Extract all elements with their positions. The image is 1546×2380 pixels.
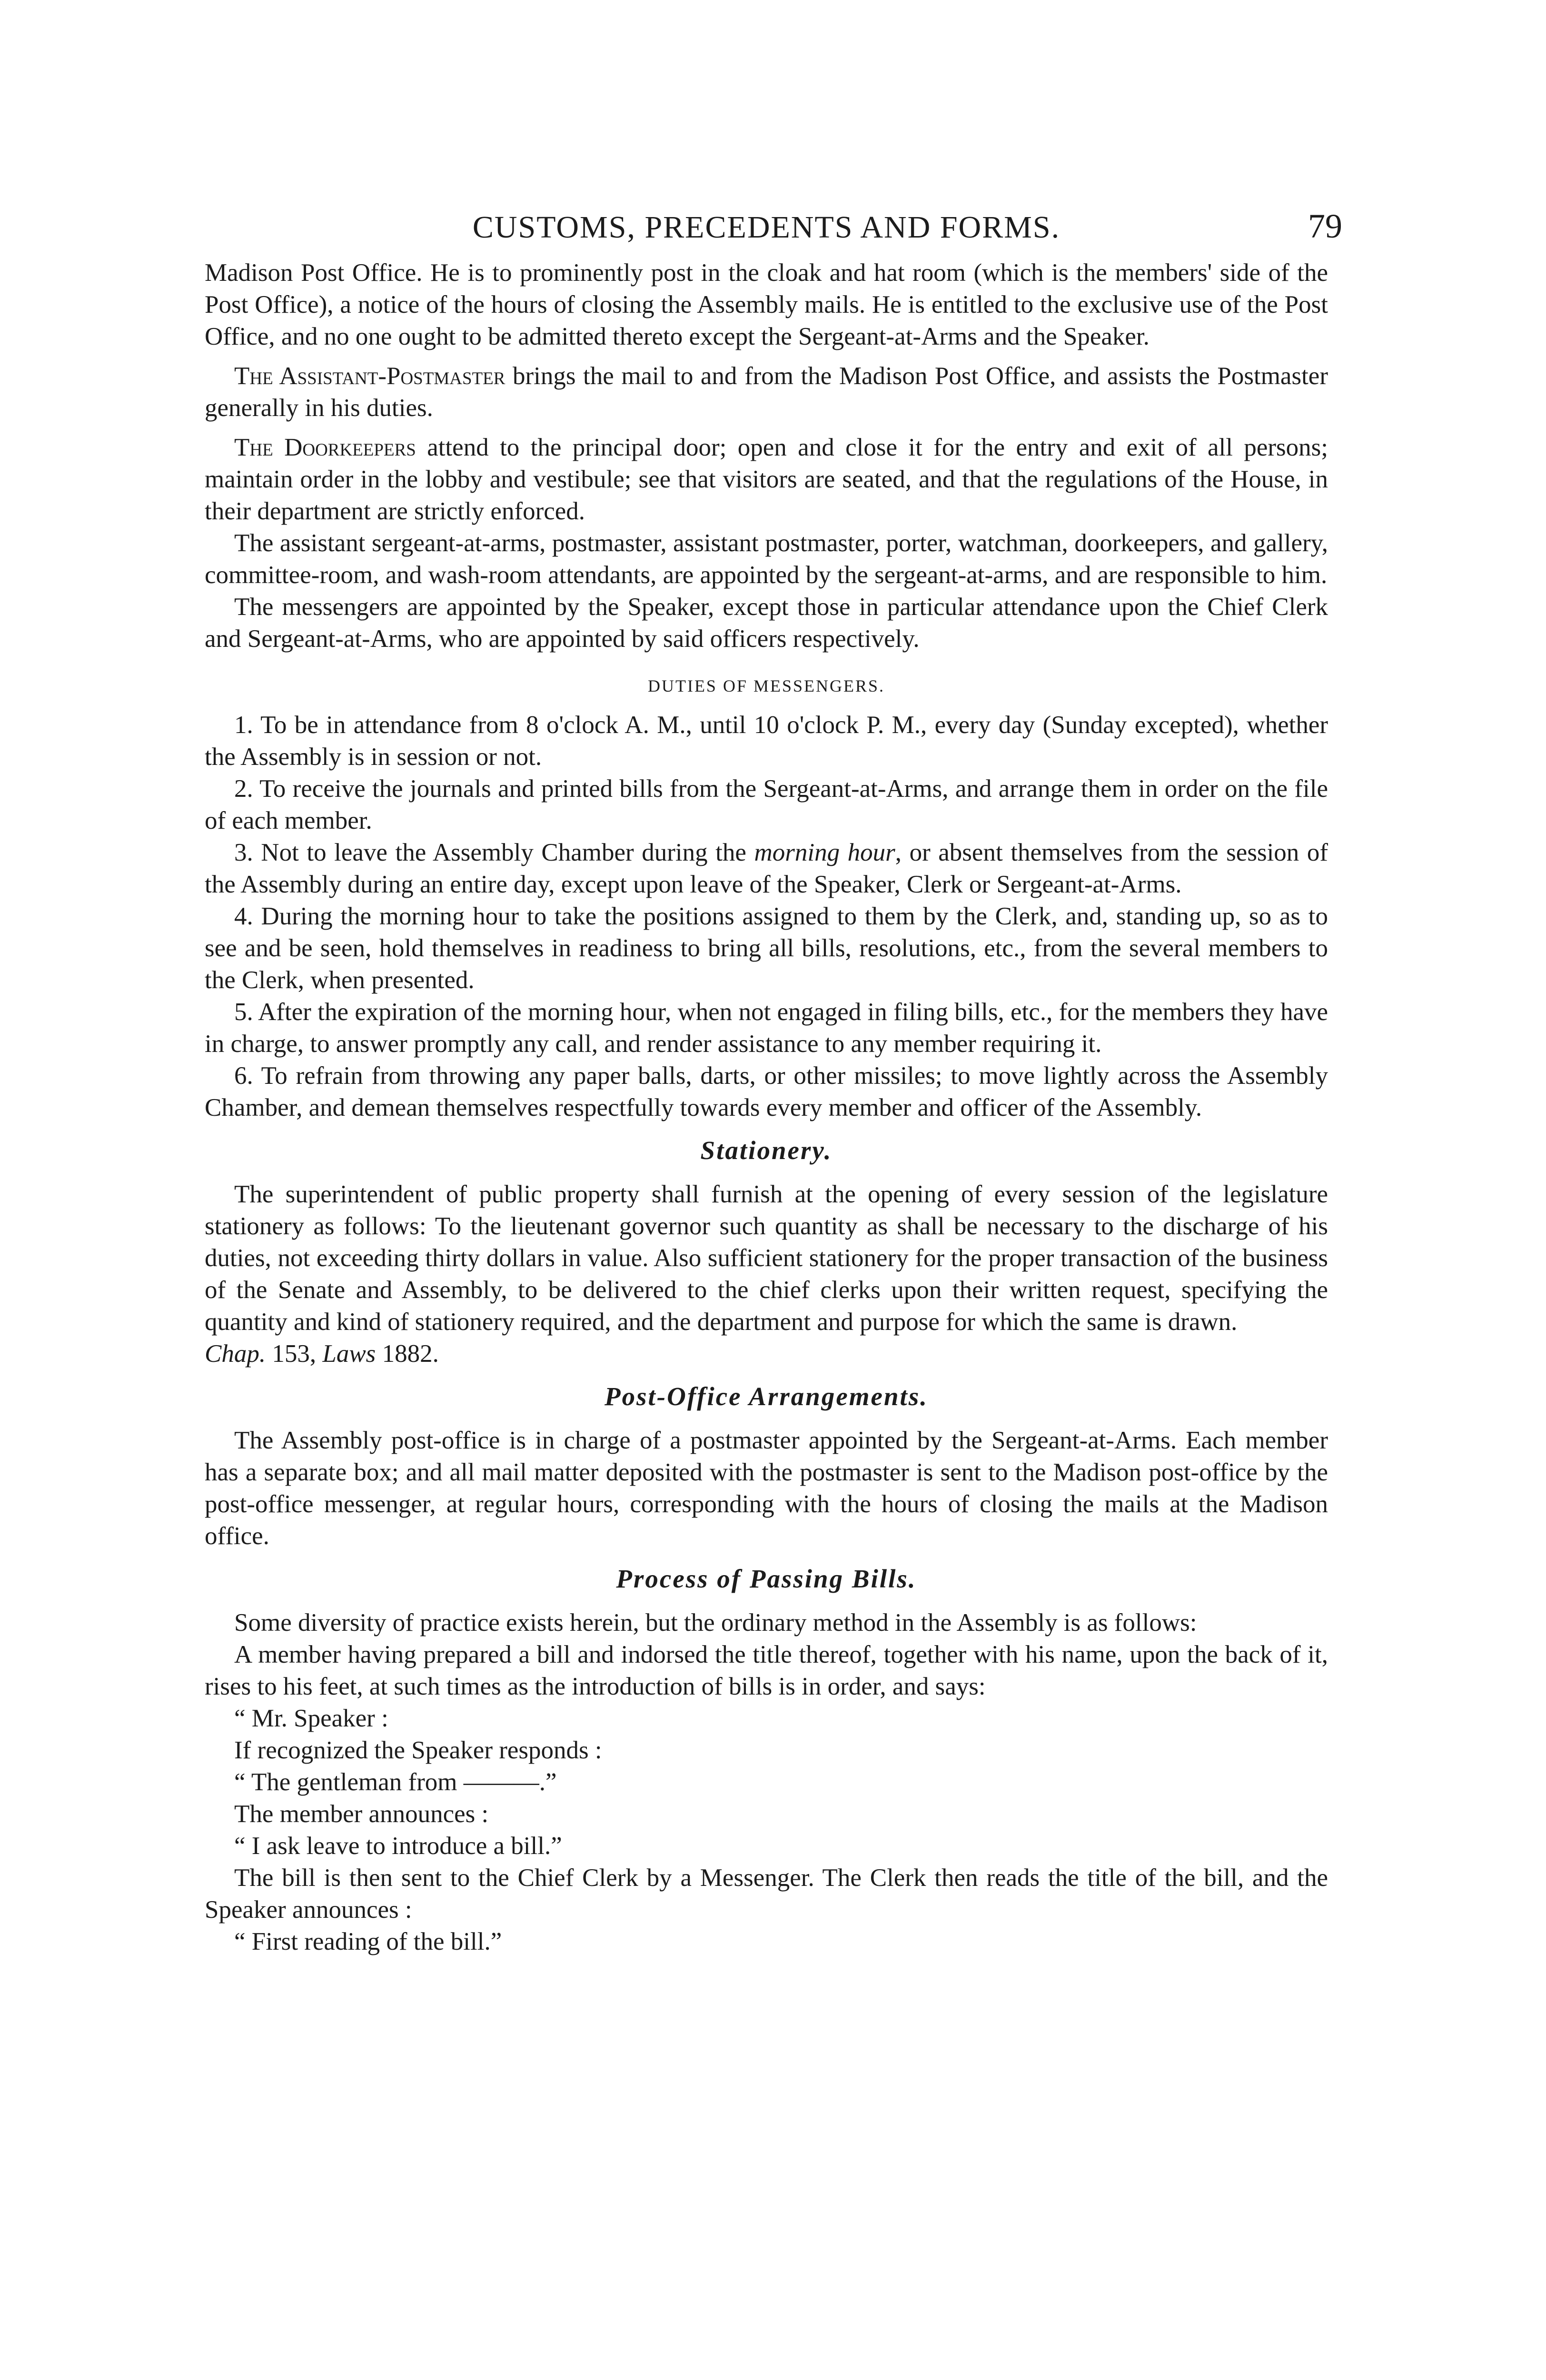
member-prepared-paragraph: A member having prepared a bill and indorsed the title thereof, together with his name, upon the back of it, rises to his feet, at such times as the introduction of bills is in order, and says: [205, 1641, 1328, 1700]
book-page [205, 200, 1342, 1958]
dialogue-line-1: “ Mr. Speaker : [234, 1705, 388, 1732]
postmaster-continued-paragraph: Madison Post Office. He is to prominently post in the cloak and hat room (which is the members' side of the Post Office), a notice of the hours of closing the Assembly mails. He is entitled to the exclusive use of the Post Office, and no one ought to be admitted thereto except the Sergeant-at-Arms and the Speaker. [205, 259, 1328, 350]
dialogue-line-5: “ I ask leave to introduce a bill.” [234, 1832, 562, 1860]
page-number: 79 [1308, 207, 1342, 245]
post-office-paragraph: The Assembly post-office is in charge of a postmaster appointed by the Sergeant-at-Arms. Each member has a separate box; and all mail matter deposited with the postmaster is sent to the Madison post-office by the post-office messenger, at regular hours, corresponding with the hours of closing the mails at the Madison office. [205, 1427, 1328, 1550]
stationery-paragraph [205, 1179, 1328, 1370]
bill-dialogue [205, 1703, 1328, 1958]
duty-item-3-start: 3. Not to leave the Assembly Chamber during the [234, 839, 754, 866]
passing-bills-heading: Process of Passing Bills. [616, 1564, 917, 1593]
assistant-postmaster-lead: The Assistant-Postmaster [234, 362, 505, 390]
duties-heading: DUTIES OF MESSENGERS. [647, 676, 885, 695]
post-office-section [205, 1381, 1328, 1552]
stationery-citation-year: 1882. [376, 1340, 439, 1368]
dialogue-line-3: “ The gentleman from ———.” [234, 1768, 557, 1796]
doorkeepers-text: attend to the principal door; open and close it for the entry and exit of all persons; maintain order in the lobby and vestibule; see that visitors are seated, and that the regulations of the House, in their department are strictly enforced. [205, 434, 1328, 525]
stationery-text: The superintendent of public property shall furnish at the opening of every session of the legislature stationery as follows: To the lieutenant governor such quantity as shall be necessary to the discharge of his duties, not exceeding thirty dollars in value. Also sufficient stationery for the proper transaction of the business of the Senate and Assembly, to be delivered to the chief clerks upon their written request, specifying the quantity and kind of stationery required, and the department and purpose for which the same is drawn. [205, 1180, 1328, 1336]
duty-item-3 [205, 837, 1328, 901]
duty-item-4: 4. During the morning hour to take the positions assigned to them by the Clerk, and, standing up, so as to see and be seen, hold themselves in readiness to bring all bills, resolutions, etc., from the several members to the Clerk, when presented. [205, 902, 1328, 994]
appointments-paragraph: The assistant sergeant-at-arms, postmaster, assistant postmaster, porter, watchman, doorkeepers, and gallery, committee-room, and wash-room attendants, are appointed by the sergeant-at-arms, and are responsible to him. [205, 529, 1328, 589]
running-head [205, 200, 1342, 257]
passing-bills-section [205, 1564, 1328, 1958]
assistant-postmaster-text: brings the mail to and from the Madison Post Office, and assists the Postmaster generally in his duties. [205, 362, 1328, 422]
duty-item-5: 5. After the expiration of the morning hour, when not engaged in filing bills, etc., for the members they have in charge, to answer promptly any call, and render assistance to any member requiring it. [205, 998, 1328, 1058]
page-title: CUSTOMS, PRECEDENTS AND FORMS. [472, 210, 1060, 245]
dialogue-line-2: If recognized the Speaker responds : [234, 1736, 602, 1764]
assistant-postmaster-paragraph [205, 360, 1328, 424]
duty-item-6: 6. To refrain from throwing any paper balls, darts, or other missiles; to move lightly across the Assembly Chamber, and demean themselves respectfully towards every member and officer of the Assembly. [205, 1062, 1328, 1121]
passing-bills-intro: Some diversity of practice exists herein, but the ordinary method in the Assembly is as follows: [234, 1609, 1197, 1636]
stationery-heading: Stationery. [700, 1136, 832, 1165]
stationery-citation-number: 153, [266, 1340, 323, 1368]
doorkeepers-lead: The Doorkeepers [234, 434, 416, 461]
duty-item-3-end: , or absent themselves from the session of the Assembly during an entire day, except upon leave of the Speaker, Clerk or Sergeant-at-Arms. [205, 839, 1328, 898]
dialogue-line-7: “ First reading of the bill.” [234, 1928, 502, 1955]
dialogue-line-4: The member announces : [234, 1800, 489, 1828]
stationery-citation-laws: Laws [322, 1340, 376, 1368]
duty-item-2: 2. To receive the journals and printed bills from the Sergeant-at-Arms, and arrange them in order on the file of each member. [205, 775, 1328, 834]
dialogue-line-6: The bill is then sent to the Chief Clerk by a Messenger. The Clerk then reads the title of the bill, and the Speaker announces : [205, 1864, 1328, 1924]
post-office-heading: Post-Office Arrangements. [605, 1382, 928, 1411]
stationery-section [205, 1135, 1328, 1370]
officers-section [205, 257, 1328, 655]
duties-section [205, 676, 1328, 1124]
messengers-appointed-paragraph: The messengers are appointed by the Speaker, except those in particular attendance upon the Chief Clerk and Sergeant-at-Arms, who are appointed by said officers respectively. [205, 593, 1328, 653]
doorkeepers-paragraph [205, 432, 1328, 527]
duty-item-3-emphasis: morning hour [754, 839, 895, 866]
duty-item-1: 1. To be in attendance from 8 o'clock A. M., until 10 o'clock P. M., every day (Sunday excepted), whether the Assembly is in session or not. [205, 711, 1328, 771]
stationery-citation-chap: Chap. [205, 1340, 266, 1368]
